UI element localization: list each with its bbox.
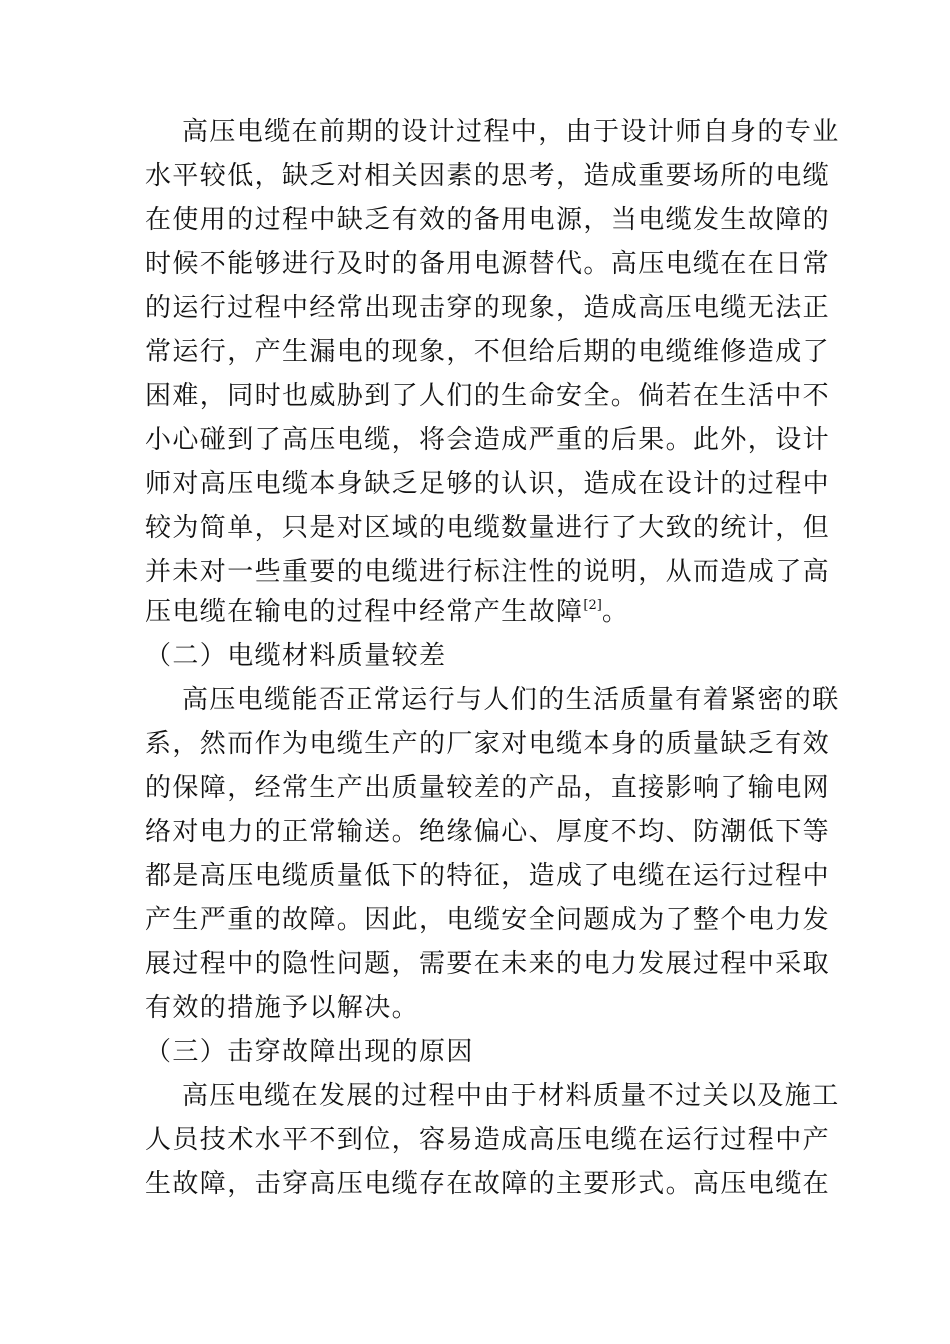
paragraph-1-line-7: 困难，同时也威胁到了人们的生命安全。倘若在生活中不: [145, 381, 831, 411]
paragraph-1-line-4: 时候不能够进行及时的备用电源替代。高压电缆在在日常: [145, 249, 831, 279]
section-heading-3: （三）击穿故障出现的原因: [145, 1037, 474, 1067]
paragraph-1-line-12: [145, 590, 805, 634]
paragraph-1-line-2: 水平较低，缺乏对相关因素的思考，造成重要场所的电缆: [145, 161, 831, 191]
paragraph-2-line-5: 都是高压电缆质量低下的特征，造成了电缆在运行过程中: [145, 861, 831, 891]
paragraph-2-line-2: 系，然而作为电缆生产的厂家对电缆本身的质量缺乏有效: [145, 729, 831, 759]
citation-reference[interactable]: [2]: [583, 598, 602, 613]
paragraph-1-line-1: 高压电缆在前期的设计过程中，由于设计师自身的专业: [182, 117, 840, 147]
paragraph-1-last-text: 压电缆在输电的过程中经常产生故障: [145, 597, 584, 627]
paragraph-1-end-punct: 。: [601, 597, 630, 627]
paragraph-2-line-8: 有效的措施予以解决。: [145, 993, 420, 1023]
paragraph-1-line-9: 师对高压电缆本身缺乏足够的认识，造成在设计的过程中: [145, 469, 831, 499]
paragraph-1-line-10: 较为简单，只是对区域的电缆数量进行了大致的统计，但: [145, 513, 831, 543]
section-heading-2: （二）电缆材料质量较差: [145, 641, 447, 671]
paragraph-1-line-5: 的运行过程中经常出现击穿的现象，造成高压电缆无法正: [145, 293, 831, 323]
paragraph-2-line-7: 展过程中的隐性问题，需要在未来的电力发展过程中采取: [145, 949, 831, 979]
paragraph-1-line-3: 在使用的过程中缺乏有效的备用电源，当电缆发生故障的: [145, 205, 831, 235]
paragraph-1-line-8: 小心碰到了高压电缆，将会造成严重的后果。此外，设计: [145, 425, 831, 455]
paragraph-1-line-11: 并未对一些重要的电缆进行标注性的说明，从而造成了高: [145, 557, 831, 587]
paragraph-2-line-6: 产生严重的故障。因此，电缆安全问题成为了整个电力发: [145, 905, 831, 935]
paragraph-2-line-3: 的保障，经常生产出质量较差的产品，直接影响了输电网: [145, 773, 831, 803]
paragraph-2-line-4: 络对电力的正常输送。绝缘偏心、厚度不均、防潮低下等: [145, 817, 831, 847]
paragraph-3-line-2: 人员技术水平不到位，容易造成高压电缆在运行过程中产: [145, 1125, 831, 1155]
paragraph-2-line-1: 高压电缆能否正常运行与人们的生活质量有着紧密的联: [182, 685, 840, 715]
paragraph-1-line-6: 常运行，产生漏电的现象，不但给后期的电缆维修造成了: [145, 337, 831, 367]
paragraph-3-line-3: 生故障，击穿高压电缆存在故障的主要形式。高压电缆在: [145, 1169, 831, 1199]
paragraph-3-line-1: 高压电缆在发展的过程中由于材料质量不过关以及施工: [182, 1081, 840, 1111]
